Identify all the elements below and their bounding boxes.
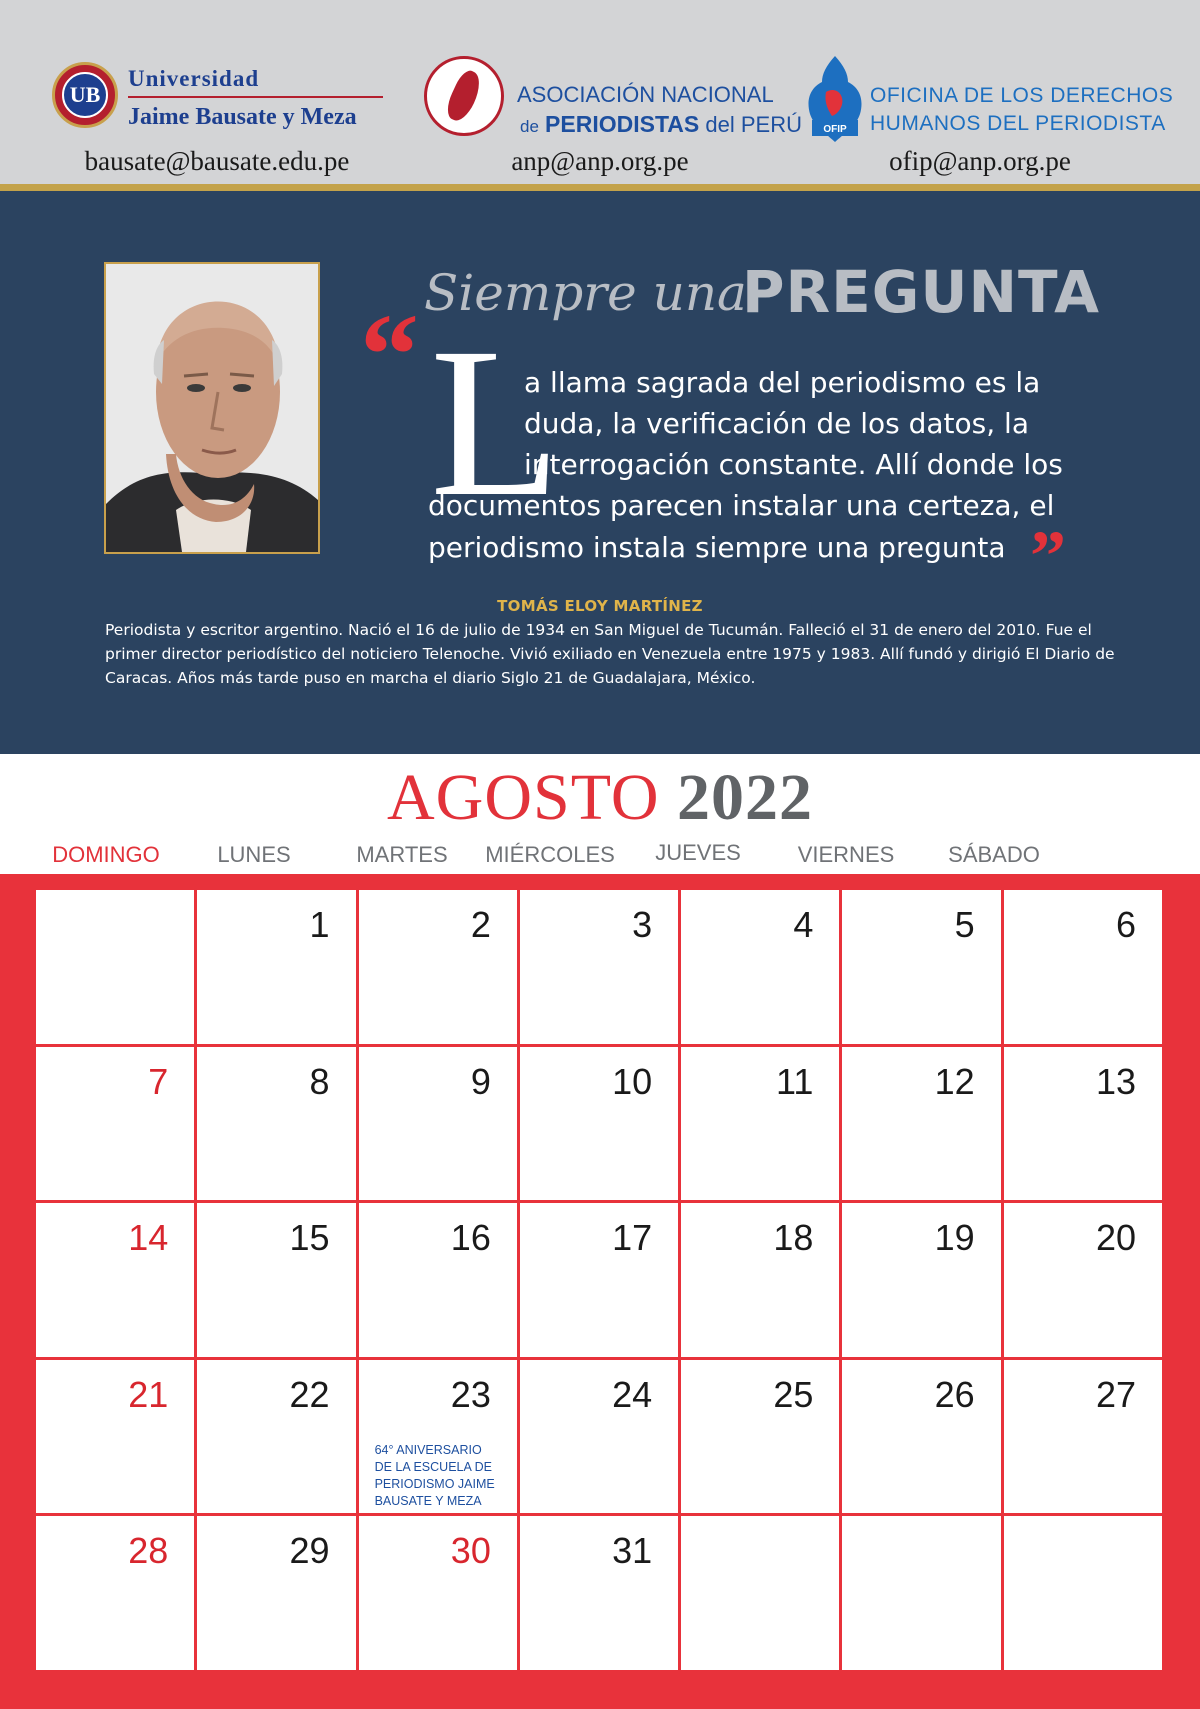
day-number: 19 xyxy=(934,1217,975,1259)
month-title xyxy=(0,760,1200,836)
ofip-logo-text: OFIP xyxy=(823,124,847,135)
anp-seal-icon xyxy=(424,56,504,136)
ofip-name-line1: OFICINA DE LOS DERECHOS xyxy=(870,84,1174,107)
day-number: 5 xyxy=(954,904,975,945)
quote-author: TOMÁS ELOY MARTÍNEZ xyxy=(497,597,703,615)
weekday-7: SÁBADO xyxy=(948,842,1040,867)
calendar-empty-cell xyxy=(842,1516,1000,1670)
calendar-empty-cell xyxy=(1004,1516,1162,1670)
calendar-day-18 xyxy=(681,1203,839,1357)
quote-line-5: periodismo instala siempre una pregunta xyxy=(428,531,1006,564)
quote-line-3: interrogación constante. Allí donde los xyxy=(524,448,1063,481)
weekday-4: MIÉRCOLES xyxy=(485,842,615,867)
ofip-pen-nib-icon xyxy=(804,56,866,142)
quote-line-2: duda, la verificación de los datos, la xyxy=(524,407,1029,440)
calendar-day-11 xyxy=(681,1047,839,1201)
calendar-day-21 xyxy=(36,1360,194,1514)
calendar-day-31 xyxy=(520,1516,678,1670)
ofip-email: ofip@anp.org.pe xyxy=(889,146,1071,176)
anp-name-prefix: de xyxy=(520,117,539,136)
day-number: 28 xyxy=(128,1530,169,1572)
author-bio-line-1: Periodista y escritor argentino. Nació el 16 de julio de 1934 en San Miguel de Tucumán. Falleció el 31 de enero del 2010. Fue el xyxy=(105,621,1092,639)
calendar-day-5 xyxy=(842,890,1000,1044)
month-year: 2022 xyxy=(676,761,813,834)
calendar-day-12 xyxy=(842,1047,1000,1201)
calendar-day-10 xyxy=(520,1047,678,1201)
day-number: 25 xyxy=(773,1373,814,1415)
day-event-note: 64° ANIVERSARIO DE LA ESCUELA DE PERIODISMO JAIME BAUSATE Y MEZA xyxy=(374,1442,495,1508)
calendar-day-28 xyxy=(36,1516,194,1670)
ofip-name-line2: HUMANOS DEL PERIODISTA xyxy=(870,112,1166,135)
calendar-day-15 xyxy=(197,1203,355,1357)
day-number: 12 xyxy=(934,1060,975,1102)
weekday-2: LUNES xyxy=(217,842,291,867)
quote-title-script: Siempre una xyxy=(424,264,747,322)
day-number: 11 xyxy=(776,1060,814,1102)
calendar-day-3 xyxy=(520,890,678,1044)
day-number: 13 xyxy=(1095,1060,1136,1102)
day-number: 23 xyxy=(450,1373,491,1415)
day-number: 4 xyxy=(793,904,814,945)
ub-divider xyxy=(128,96,383,98)
author-bio-line-3: Caracas. Años más tarde puso en marcha el diario Siglo 21 de Guadalajara, México. xyxy=(105,669,756,687)
calendar-day-19 xyxy=(842,1203,1000,1357)
day-number: 30 xyxy=(450,1530,491,1572)
quote-line-4: documentos parecen instalar una certeza, el xyxy=(428,489,1055,522)
open-quote-mark: “ xyxy=(360,289,419,420)
day-number: 31 xyxy=(612,1530,653,1572)
anp-name-line1: ASOCIACIÓN NACIONAL xyxy=(517,82,774,107)
ub-logo-icon xyxy=(52,62,118,128)
month-name: AGOSTO xyxy=(387,761,660,834)
day-number: 3 xyxy=(632,904,653,945)
quote-drop-cap: L xyxy=(430,304,561,541)
anp-name-bold: PERIODISTAS xyxy=(545,111,700,137)
quote-title-bold: PREGUNTA xyxy=(742,258,1100,326)
calendar-day-17 xyxy=(520,1203,678,1357)
day-number: 6 xyxy=(1115,904,1136,945)
calendar-day-16 xyxy=(359,1203,517,1357)
weekday-6: VIERNES xyxy=(797,842,895,867)
day-number: 24 xyxy=(612,1373,653,1415)
ub-logo-text: UB xyxy=(62,72,108,118)
calendar-day-20 xyxy=(1004,1203,1162,1357)
ub-email: bausate@bausate.edu.pe xyxy=(84,146,350,176)
author-portrait xyxy=(104,262,320,554)
calendar-empty-cell xyxy=(36,890,194,1044)
day-number: 18 xyxy=(773,1217,814,1259)
author-bio-line-2: primer director periodístico del noticiero Telenoche. Vivió exiliado en Venezuela entre 1975 y 1983. Allí fundó y dirigió El Diario de xyxy=(105,645,1115,663)
day-number: 29 xyxy=(289,1530,330,1572)
day-number: 10 xyxy=(612,1060,653,1102)
calendar-day-24 xyxy=(520,1360,678,1514)
anp-name-suffix: del PERÚ xyxy=(705,112,802,137)
header-divider xyxy=(0,184,1200,191)
calendar-day-2 xyxy=(359,890,517,1044)
peru-map-icon xyxy=(442,67,486,124)
weekday-5: JUEVES xyxy=(655,840,741,865)
anp-email: anp@anp.org.pe xyxy=(511,146,689,176)
day-number: 1 xyxy=(309,904,330,945)
day-number: 22 xyxy=(289,1373,330,1415)
day-number: 14 xyxy=(128,1217,169,1259)
close-quote-mark: ” xyxy=(1030,516,1066,596)
day-number: 17 xyxy=(612,1217,653,1259)
day-number: 21 xyxy=(128,1373,169,1415)
calendar-day-7 xyxy=(36,1047,194,1201)
calendar-day-22 xyxy=(197,1360,355,1514)
weekday-1: DOMINGO xyxy=(52,842,160,867)
calendar-day-13 xyxy=(1004,1047,1162,1201)
calendar-day-25 xyxy=(681,1360,839,1514)
calendar-day-29 xyxy=(197,1516,355,1670)
calendar-day-26 xyxy=(842,1360,1000,1514)
day-number: 8 xyxy=(309,1060,330,1102)
day-number: 2 xyxy=(470,904,491,945)
weekday-3: MARTES xyxy=(356,842,448,867)
ub-name-line1: Universidad xyxy=(128,66,260,91)
calendar-day-30 xyxy=(359,1516,517,1670)
day-number: 16 xyxy=(450,1217,491,1259)
calendar-day-6 xyxy=(1004,890,1162,1044)
calendar-day-27 xyxy=(1004,1360,1162,1514)
day-number: 20 xyxy=(1095,1217,1136,1259)
anp-name-line2 xyxy=(520,111,802,138)
day-number: 26 xyxy=(934,1373,975,1415)
calendar-day-9 xyxy=(359,1047,517,1201)
day-number: 7 xyxy=(148,1060,169,1102)
calendar-day-23 xyxy=(359,1360,517,1514)
calendar-empty-cell xyxy=(681,1516,839,1670)
calendar-day-4 xyxy=(681,890,839,1044)
day-number: 27 xyxy=(1095,1373,1136,1415)
calendar-grid xyxy=(36,890,1162,1670)
calendar-day-14 xyxy=(36,1203,194,1357)
day-number: 9 xyxy=(470,1060,491,1102)
calendar-day-1 xyxy=(197,890,355,1044)
day-number: 15 xyxy=(289,1217,330,1259)
quote-line-1: a llama sagrada del periodismo es la xyxy=(524,366,1041,399)
ub-name-line2: Jaime Bausate y Meza xyxy=(128,104,357,130)
calendar-day-8 xyxy=(197,1047,355,1201)
